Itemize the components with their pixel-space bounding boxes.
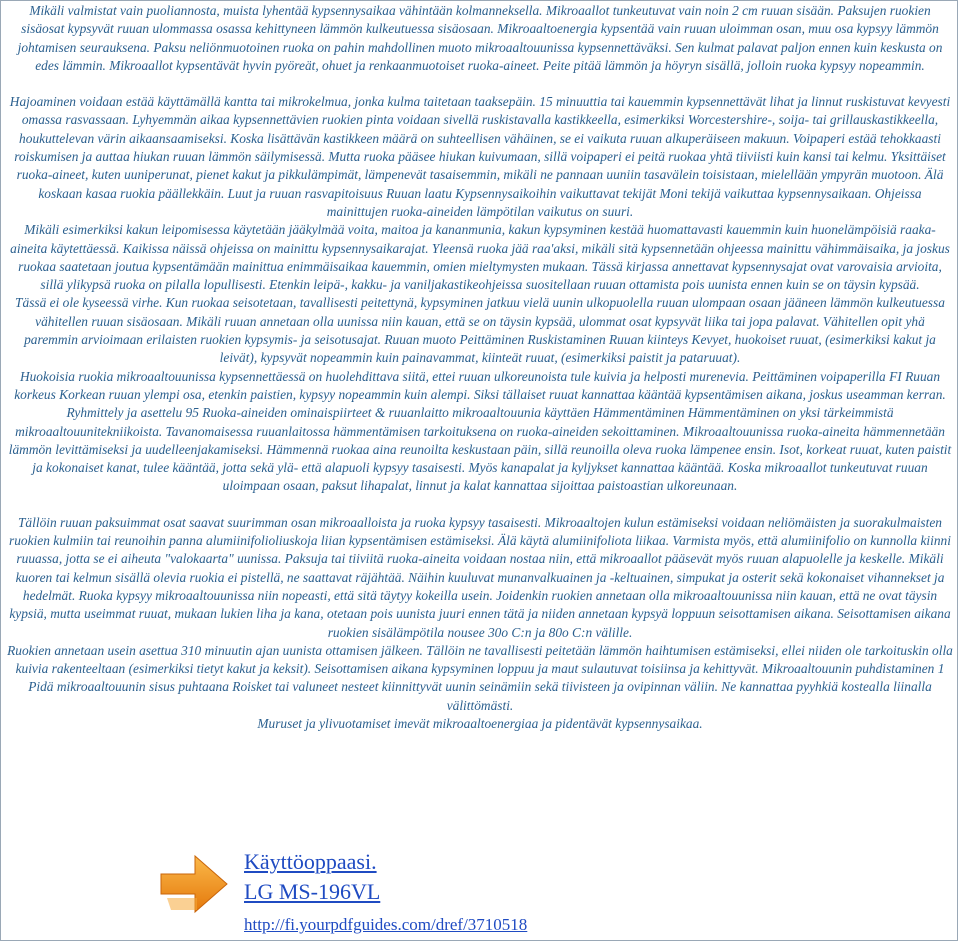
paragraph-7: Ruokien annetaan usein asettua 310 minuutin ajan uunista ottamisen jälkeen. Tällöin ne tavallisesti peitetään lämmön haihtumisen estämiseksi, ellei niiden ole tarkoituskin olla kuivia rakenteeltaan (esimerkiksi tietyt kakut ja keksit). Seisottamisen aikana kypsyminen loppuu ja maut sulautuvat toisiinsa ja kehittyvät. Mikroaaltouunin puhdistaminen 1 Pidä mikroaaltouunin sisus puhtaana Roisket tai valuneet nesteet kiinnittyvät uunin seinämiin sekä tiivisteen ja ovipinnan väliin. Ne kannattaa pyyhkiä kostealla liinalla välittömästi. <box>7 642 953 713</box>
paragraph-8: Muruset ja ylivuotamiset imevät mikroaaltoenergiaa ja pidentävät kypsennysaikaa. <box>257 715 703 731</box>
paragraph-4: Tässä ei ole kyseessä virhe. Kun ruokaa seisotetaan, tavallisesti peitettynä, kypsyminen jatkuu vielä uunin ulkopuolella ruuan ulompaan osaan jääneen lämmön kulkeutuessa vähitellen ruuan sisäosaan. Mikäli ruuan annetaan olla uunissa niin kauan, että se on täysin kypsää, ulommat osat kypsyvät liika tai jopa palavat. Vähitellen opit yhä paremmin arvioimaan erilaisten ruokien kypsymis- ja seisotusajat. Ruuan muoto Peittäminen Ruskistaminen Ruuan kiinteys Kevyet, huokoiset ruuat, (esimerkiksi kakut ja leivät), kypsyvät nopeammin kuin painavammat, kiinteät ruuat, (esimerkiksi paistit ja pataruuat). <box>15 295 945 366</box>
paragraph-5: Huokoisia ruokia mikroaaltouunissa kypsennettäessä on huolehdittava siitä, ettei ruuan ulkoreunoista tule kuivia ja helposti murenevia. Peittäminen voipaperilla FI Ruuan korkeus Korkean ruuan ylempi osa, etenkin paistien, kypsyy nopeammin kuin alempi. Siksi tällaiset ruuat kannattaa kääntää kypsentämisen aikana, joskus useamman kerran. Ryhmittely ja asettelu 95 Ruoka-aineiden ominaispiirteet & ruuanlaitto mikroaaltouunia käyttäen Hämmentäminen Hämmentäminen on yksi tärkeimmistä mikroaaltouunitekniikoista. Tavanomaisessa ruuanlaitossa hämmentämisen tarkoituksena on ruoka-aineiden sekoittaminen. Mikroaaltouunissa ruoka-aineita hämmennetään lämmön levittämiseksi ja uudelleenjakamiseksi. Hämmennä ruokaa aina reunoilta keskustaan päin, sillä reunoilla oleva ruoka lämpenee ensin. Isot, korkeat ruuat, kuten paistit ja kokonaiset kanat, tulee kääntää, jotta sekä ylä- että alapuoli kypsyy tasaisesti. Myös kanapalat ja kyljykset kannattaa kääntää. Koska mikroaallot tunkeutuvat ruuan uloimpaan osaan, paksut lihapalat, linnut ja kalat kannattaa sijoittaa paistoastian ulkoreunaan. <box>8 368 952 494</box>
model-link[interactable]: LG MS-196VL <box>244 879 381 904</box>
paragraph-1: Mikäli valmistat vain puoliannosta, muista lyhentää kypsennysaikaa vähintään kolmanneksella. Mikroaallot tunkeutuvat vain noin 2 cm ruuan sisään. Paksujen ruokien sisäosat kypsyvät ruuan ulommassa osassa kehittyneen lämmön kulkeutuessa sisäosaan. Mikroaaltoenergia kypsentää vain ruuan uloimman osan, muu osa kypsyy lämmön johtamisen seurauksena. Paksu neliönmuotoinen ruoka on pahin mahdollinen muoto mikroaaltouunissa kypsennettäväksi. Sen kulmat palavat paljon ennen kuin keskusta on edes lämmin. Mikroaallot kypsentävät hyvin pyöreät, ohuet ja renkaanmuotoiset ruoka-aineet. Peite pitää lämmön ja höyryn sisällä, jolloin ruoka kypsyy nopeammin. <box>17 3 943 73</box>
guide-title-link[interactable]: Käyttöoppaasi. <box>244 849 377 874</box>
footer-links <box>244 848 527 936</box>
orange-arrow-icon <box>157 850 231 918</box>
url-link[interactable]: http://fi.yourpdfguides.com/dref/3710518 <box>244 915 528 934</box>
paragraph-3: Mikäli esimerkiksi kakun leipomisessa käytetään jääkylmää voita, maitoa ja kananmunia, kakun kypsyminen kestää huomattavasti kauemmin kuin huonelämpöisiä raaka-aineita käytettäessä. Kaikissa näissä ohjeissa on mainittu kypsennysaikarajat. Yleensä ruoka jää raa'aksi, mikäli sitä kypsennetään ohjeessa mainittu vähimmäisaika, ja joskus ruokaa saatetaan joutua kypsentämään mainittua enimmäisaikaa kauemmin, omien mieltymysten mukaan. Tässä kirjassa annettavat kypsennysajat ovat varovaisia arvioita, sillä ylikypsä ruoka on pilalla lopullisesti. Etenkin leipä-, kakku- ja vaniljakastikeohjeissa suositellaan ruuan ottamista pois uunista ennen kuin se on täysin kypsää. <box>10 222 950 293</box>
paragraph-6: Tällöin ruuan paksuimmat osat saavat suurimman osan mikroaalloista ja ruoka kypsyy tasaisesti. Mikroaaltojen kulun estämiseksi voidaan neliömäisten ja suorakulmaisten ruokien kulmiin tai reunoihin panna alumiinifolioliuskoja liian kypsentämisen estämiseksi. Älä käytä alumiinifoliota liikaa. Varmista myös, että alumiinifolio on kunnolla kiinni ruuassa, jotta se ei aiheuta "valokaarta" uunissa. Paksuja tai tiiviitä ruoka-aineita voidaan nostaa niin, että mikroaallot pääsevät myös ruuan alapuolelle ja keskelle. Mikäli kuoren tai kelmun sisällä olevia ruokia ei pistellä, ne saattavat räjähtää. Näihin kuuluvat munanvalkuainen ja -keltuainen, simpukat ja osterit sekä kokonaiset vihannekset ja hedelmät. Ruoka kypsyy mikroaaltouunissa niin nopeasti, että sitä täytyy kokeilla usein. Joidenkin ruokien annetaan olla mikroaaltouunissa niin kauan, että ne ovat täysin kypsiä, mutta useimmat ruuat, mukaan lukien liha ja kana, otetaan pois uunista juuri ennen tätä ja niiden annetaan kypsyä loppuun seisottamisen aikana. Seisottamisen aikana ruokien sisälämpötila nousee 30o C:n ja 80o C:n välille. <box>9 514 951 640</box>
body-text <box>7 2 953 733</box>
footer <box>151 848 651 938</box>
paragraph-2: Hajoaminen voidaan estää käyttämällä kantta tai mikrokelmua, jonka kulma taitetaan taaksepäin. 15 minuuttia tai kauemmin kypsennettävät lihat ja linnut ruskistuvat kevyesti omassa rasvassaan. Lyhyemmän aikaa kypsennettävien ruokien pinta voidaan sivellä ruskistavalla kastikkeella, esimerkiksi Worcestershire-, soija- tai grillauskastikkeella, houkuttelevan värin aikaansaamiseksi. Koska lisättävän kastikkeen määrä on suhteellisen vähäinen, se ei vaikuta ruuan alkuperäiseen makuun. Voipaperi estää tehokkaasti roiskumisen ja auttaa hiukan ruuan lämmön säilymisessä. Mutta ruoka pääsee hiukan kuivumaan, sillä voipaperi ei peitä ruokaa yhtä tiiviisti kuin kansi tai kelmu. Yksittäiset ruoka-aineet, kuten uuniperunat, pienet kakut ja pikkulämpimät, lämpenevät tasaisemmin, mikäli ne pannaan uuniin tasavälein toisistaan, mielellään ympyrän muotoon. Älä koskaan kasaa ruokia päällekkäin. Luut ja ruuan rasvapitoisuus Ruuan laatu Kypsennysaikoihin vaikuttavat tekijät Moni tekijä vaikuttaa kypsennysaikaan. Ohjeissa mainittujen ruoka-aineiden lämpötilan vaikutus on suuri. <box>9 94 951 219</box>
